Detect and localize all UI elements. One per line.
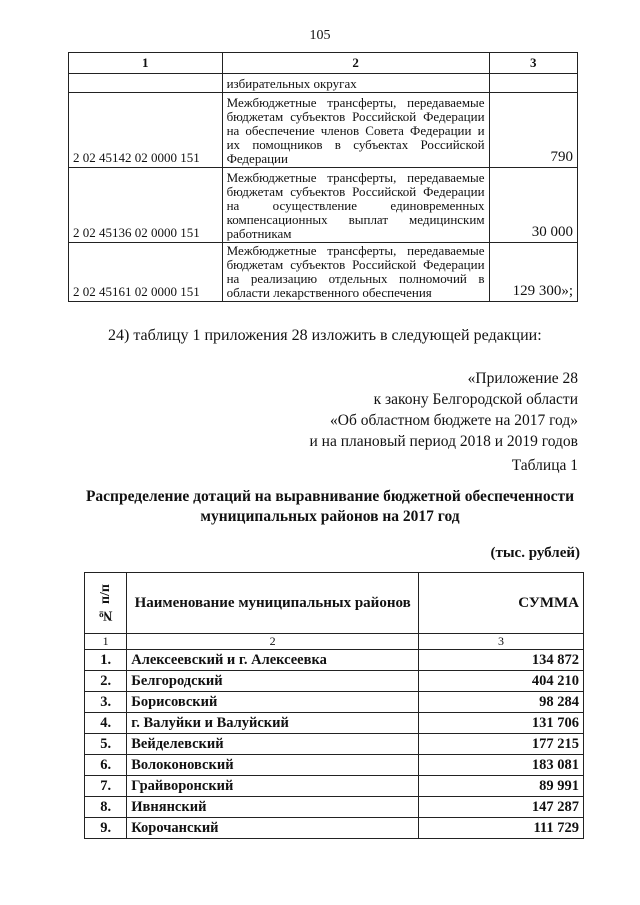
- units-label: (тыс. рублей): [490, 545, 580, 561]
- row-number: 5.: [85, 734, 127, 755]
- appendix-line: «Об областном бюджете на 2017 год»: [330, 412, 578, 429]
- row-number: 3.: [85, 692, 127, 713]
- district-name: Белгородский: [127, 671, 419, 692]
- appendix-line: к закону Белгородской области: [373, 391, 578, 408]
- appendix-line: «Приложение 28: [467, 370, 578, 387]
- subsidy-amount: 147 287: [419, 797, 584, 818]
- continuation-text: избирательных округах: [222, 74, 489, 93]
- num-column-header: [85, 573, 127, 634]
- row-number: 8.: [85, 797, 127, 818]
- appendix-line: и на плановый период 2018 и 2019 годов: [309, 433, 578, 450]
- district-name: г. Валуйки и Валуйский: [127, 713, 419, 734]
- row-number: 1.: [85, 650, 127, 671]
- column-number-row: [85, 634, 584, 650]
- subsidy-amount: 404 210: [419, 671, 584, 692]
- transfer-amount: 30 000: [489, 168, 577, 243]
- table-row: [85, 650, 584, 671]
- sum-column-header: СУММА: [419, 573, 584, 634]
- name-column-header: Наименование муниципальных районов: [127, 573, 419, 634]
- subsidy-amount: 183 081: [419, 755, 584, 776]
- table-header-row: [85, 573, 584, 634]
- district-name: Вейделевский: [127, 734, 419, 755]
- table-row: [85, 692, 584, 713]
- title-line: муниципальных районов на 2017 год: [200, 508, 460, 525]
- col-3-header: 3: [489, 53, 577, 74]
- row-number: 6.: [85, 755, 127, 776]
- transfer-amount: 790: [489, 93, 577, 168]
- transfer-amount: 129 300»;: [489, 243, 577, 302]
- district-name: Алексеевский и г. Алексеевка: [127, 650, 419, 671]
- row-number: 9.: [85, 818, 127, 839]
- table-row: [69, 243, 578, 302]
- table-header-row: [69, 53, 578, 74]
- subsidy-amount: 131 706: [419, 713, 584, 734]
- table-row: [85, 797, 584, 818]
- subsidies-table: [84, 572, 584, 839]
- table-row: [85, 776, 584, 797]
- subsidy-amount: 111 729: [419, 818, 584, 839]
- num-header-text: № п/п: [97, 583, 113, 623]
- district-name: Борисовский: [127, 692, 419, 713]
- row-number: 7.: [85, 776, 127, 797]
- title-line: Распределение дотаций на выравнивание бюджетной обеспеченности: [85, 488, 575, 505]
- district-name: Ивнянский: [127, 797, 419, 818]
- subsidy-amount: 89 991: [419, 776, 584, 797]
- table-row: [85, 713, 584, 734]
- appendix-header: [309, 368, 578, 452]
- amendment-paragraph: 24) таблицу 1 приложения 28 изложить в следующей редакции:: [108, 327, 542, 344]
- district-name: Волоконовский: [127, 755, 419, 776]
- transfer-description: Межбюджетные трансферты, передаваемые бюджетам субъектов Российской Федерации на осуществление единовременных компенсационных выплат медицинским работникам: [222, 168, 489, 243]
- district-name: Корочанский: [127, 818, 419, 839]
- table-row: [69, 74, 578, 93]
- subsidy-amount: 134 872: [419, 650, 584, 671]
- col-1-header: 1: [69, 53, 223, 74]
- table-row: [85, 755, 584, 776]
- subsidy-amount: 98 284: [419, 692, 584, 713]
- col-2-header: 2: [222, 53, 489, 74]
- table-row: [85, 734, 584, 755]
- column-number: 3: [419, 634, 584, 650]
- table-label: Таблица 1: [511, 457, 578, 474]
- transfers-table: [68, 52, 578, 302]
- district-name: Грайворонский: [127, 776, 419, 797]
- budget-code: 2 02 45136 02 0000 151: [69, 168, 223, 243]
- transfer-description: Межбюджетные трансферты, передаваемые бюджетам субъектов Российской Федерации на реализацию отдельных полномочий в области лекарственного обеспечения: [222, 243, 489, 302]
- table-row: [69, 93, 578, 168]
- column-number: 1: [85, 634, 127, 650]
- budget-code: 2 02 45142 02 0000 151: [69, 93, 223, 168]
- subsidy-amount: 177 215: [419, 734, 584, 755]
- row-number: 4.: [85, 713, 127, 734]
- column-number: 2: [127, 634, 419, 650]
- page-number: 105: [309, 28, 331, 43]
- table-row: [69, 168, 578, 243]
- row-number: 2.: [85, 671, 127, 692]
- table-row: [85, 671, 584, 692]
- transfer-description: Межбюджетные трансферты, передаваемые бюджетам субъектов Российской Федерации на обеспечение членов Совета Федерации и их помощников в субъектах Российской Федерации: [222, 93, 489, 168]
- budget-code: 2 02 45161 02 0000 151: [69, 243, 223, 302]
- document-title: [60, 487, 600, 527]
- table-row: [85, 818, 584, 839]
